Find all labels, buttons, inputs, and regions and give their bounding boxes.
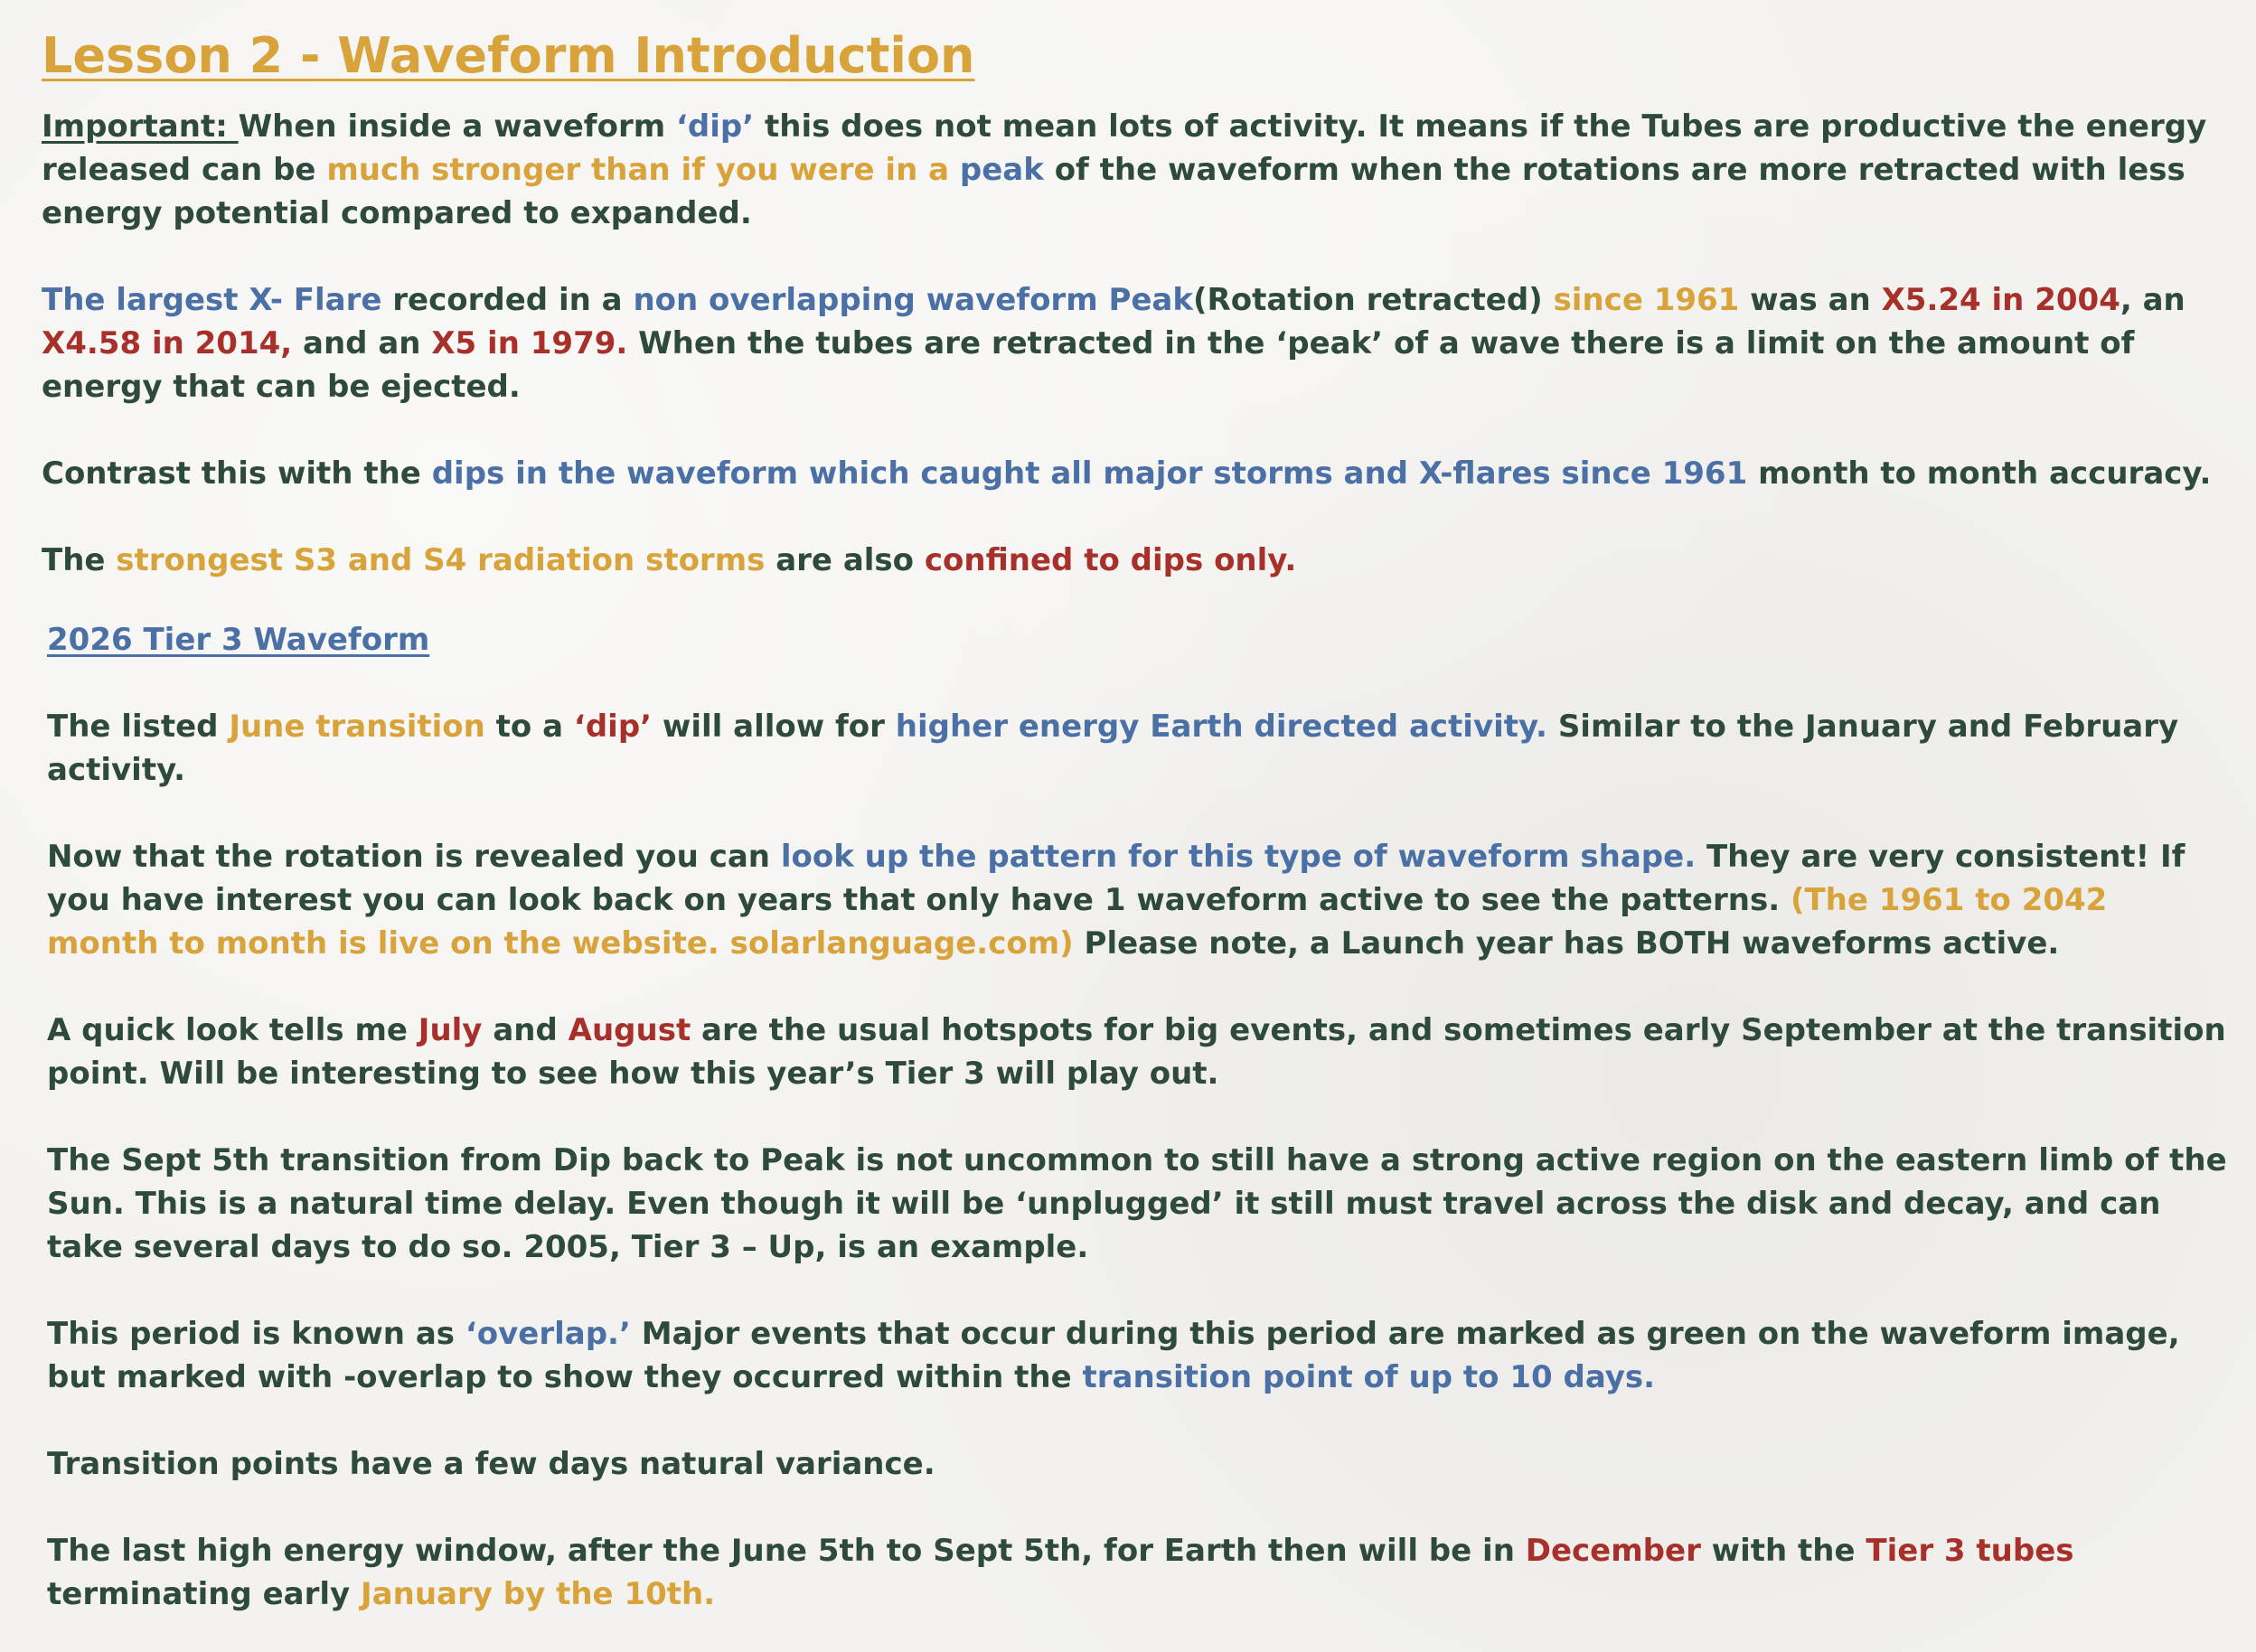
text-span: They are very consistent! If you have interest you can look back on years that only have 1 waveform active to see the patterns. [47, 839, 2186, 918]
text-span: The Sept 5th transition from Dip back to Peak is not uncommon to still have a strong active region on the eastern limb of the Sun. This is a natural time delay. Even though it will be ‘unplugged’ it still must travel across the disk and decay, and can take several days to do so. 2005, Tier 3 – Up, is an example. [47, 1142, 2227, 1265]
text-span: Now that the rotation is revealed you can [47, 839, 781, 875]
paragraph-largest-flare [42, 278, 2229, 408]
highlight-website-note: (The 1961 to 2042 month to month is live on the website. solarlanguage.com) [47, 882, 2108, 962]
highlight-x458-2014: X4.58 in 2014, [42, 325, 293, 361]
section-link-tier3-waveform[interactable]: 2026 Tier 3 Waveform [47, 622, 430, 658]
highlight-tier3-tubes: Tier 3 tubes [1866, 1533, 2074, 1569]
paragraph-june-transition [42, 705, 2229, 792]
highlight-dip: ‘dip’ [675, 108, 755, 145]
text-span: this does not mean lots of activity. It means if the Tubes are productive the energy released can be [42, 108, 2207, 188]
text-span: are the usual hotspots for big events, and sometimes early September at the transition point. Will be interesting to see how this year’s Tier 3 will play out. [47, 1012, 2226, 1092]
highlight-july: July [418, 1012, 483, 1048]
important-label: Important: [42, 108, 239, 145]
text-span: Please note, a Launch year has BOTH waveforms active. [1073, 925, 2060, 962]
paragraph-pattern-lookup [42, 835, 2229, 965]
highlight-january-10th: January by the 10th. [361, 1576, 716, 1612]
text-span: (Rotation retracted) [1193, 282, 1554, 318]
highlight-much-stronger: much stronger than if you were in a [326, 152, 950, 188]
text-span: , an [2120, 282, 2186, 318]
highlight-largest-flare: The largest X- Flare [42, 282, 382, 318]
text-span: Contrast this with the [42, 455, 432, 492]
highlight-august: August [568, 1012, 691, 1048]
highlight-strongest-storms: strongest S3 and S4 radiation storms [116, 542, 766, 578]
text-span: When inside a waveform [238, 108, 676, 145]
highlight-higher-energy: higher energy Earth directed activity. [895, 709, 1547, 745]
highlight-transition-point: transition point of up to 10 days. [1082, 1359, 1656, 1395]
text-span: will allow for [652, 709, 896, 745]
highlight-dip: ‘dip’ [573, 709, 653, 745]
highlight-december: December [1525, 1533, 1701, 1569]
highlight-peak: peak [959, 152, 1044, 188]
text-span: terminating early [47, 1576, 362, 1612]
text-span: This period is known as [47, 1316, 465, 1352]
paragraph-radiation-storms [42, 539, 2229, 582]
text-span: The last high energy window, after the June 5th to Sept 5th, for Earth then will be in [47, 1533, 1526, 1569]
text-span: of the waveform when the rotations are more retracted with less energy potential compared to expanded. [42, 152, 2186, 231]
highlight-x5-1979: X5 in 1979. [431, 325, 628, 361]
paragraph-contrast [42, 452, 2229, 495]
paragraph-sept-transition [42, 1139, 2229, 1269]
text-span: and [482, 1012, 569, 1048]
highlight-confined-to-dips: confined to dips only. [924, 542, 1297, 578]
text-span: The listed [47, 709, 230, 745]
highlight-since-1961: since 1961 [1553, 282, 1740, 318]
paragraph-last-window [42, 1529, 2229, 1616]
text-span: was an [1739, 282, 1882, 318]
text-span: month to month accuracy. [1747, 455, 2212, 492]
highlight-look-up-pattern: look up the pattern for this type of waveform shape. [780, 839, 1697, 875]
highlight-x524-2004: X5.24 in 2004 [1881, 282, 2120, 318]
paragraph-variance [42, 1442, 2229, 1486]
page-title: Lesson 2 - Waveform Introduction [42, 27, 975, 84]
text-span: recorded in a [381, 282, 634, 318]
highlight-overlap: ‘overlap.’ [465, 1316, 631, 1352]
highlight-dips-caught-storms: dips in the waveform which caught all major storms and X-flares since 1961 [431, 455, 1748, 492]
text-span: are also [765, 542, 925, 578]
text-span: and an [292, 325, 432, 361]
paragraph-important [42, 105, 2229, 235]
text-span: with the [1700, 1533, 1866, 1569]
document [42, 18, 2229, 1616]
highlight-june-transition: June transition [229, 709, 485, 745]
text-span [949, 152, 960, 188]
text-span: Transition points have a few days natural variance. [47, 1446, 935, 1482]
text-span: to a [484, 709, 574, 745]
paragraph-overlap [42, 1312, 2229, 1399]
text-span: When the tubes are retracted in the ‘peak’ of a wave there is a limit on the amount of energy that can be ejected. [42, 325, 2135, 405]
highlight-non-overlapping-peak: non overlapping waveform Peak [633, 282, 1193, 318]
paragraph-hotspots [42, 1009, 2229, 1095]
text-span: The [42, 542, 117, 578]
text-span: Similar to the January and February activity. [47, 709, 2179, 788]
text-span: A quick look tells me [47, 1012, 418, 1048]
text-span: Major events that occur during this period are marked as green on the waveform image, but marked with -overlap to show they occurred within the [47, 1316, 2180, 1395]
